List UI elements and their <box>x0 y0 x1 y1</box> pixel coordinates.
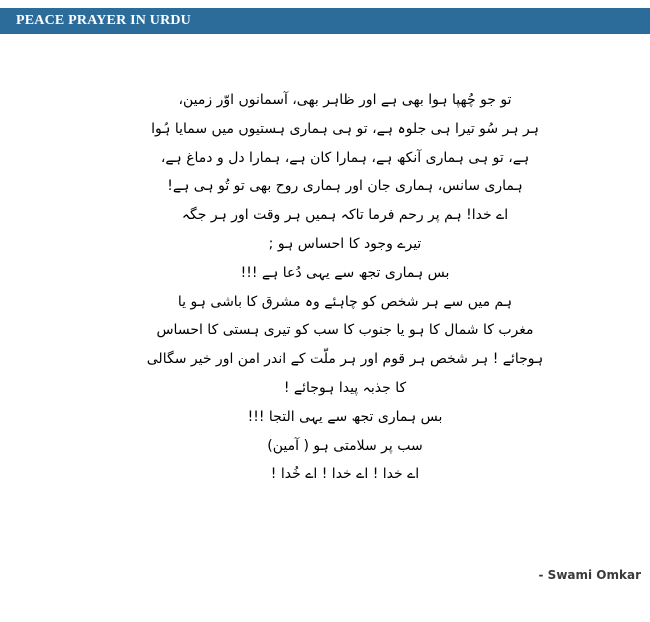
poem-line: اے خدا! ہم پر رحم فرما تاکہ ہمیں ہر وقت اور ہر جگہ <box>181 207 509 224</box>
poem-line: ہر ہر سُو تیرا ہی جلوہ ہے، تو ہی ہماری ہستیوں میں سمایا ہُوا <box>151 120 539 137</box>
poem-line: کا جذبہ پیدا ہوجائے ! <box>283 379 407 396</box>
poem-line: اے خدا ! اے خدا ! اے خُدا ! <box>270 466 420 483</box>
urdu-prayer-poem <box>50 86 640 489</box>
section-header-bar <box>0 8 650 34</box>
poem-line: بس ہماری تجھ سے یہی دُعا ہے !!! <box>240 264 450 281</box>
poem-line: ہم میں سے ہر شخص کو چاہئے وہ مشرق کا باشی ہو یا <box>177 293 513 310</box>
poem-line: ہماری سانس، ہماری جان اور ہماری روح بھی تو تُو ہی ہے! <box>167 178 523 195</box>
poem-line: بس ہماری تجھ سے یہی التجا !!! <box>247 408 443 425</box>
poem-line: مغرب کا شمال کا ہو یا جنوب کا سب کو تیری ہستی کا احساس <box>156 322 534 339</box>
section-title: PEACE PRAYER IN URDU <box>16 13 191 28</box>
author-attribution: - Swami Omkar <box>538 568 641 582</box>
poem-line: تو جو چُھپا ہوا بھی ہے اور ظاہر بھی، آسمانوں اوّر زمین، <box>178 92 512 108</box>
poem-line: ہے، تو ہی ہماری آنکھ ہے، ہمارا کان ہے، ہمارا دل و دماغ ہے، <box>160 149 530 166</box>
poem-line: ہوجائے ! ہر شخص ہر قوم اور ہر ملّت کے اندر امن اور خیر سگالی <box>146 351 544 368</box>
poem-line: سب پر سلامتی ہو ( آمین) <box>267 437 423 454</box>
poem-line: تیرے وجود کا احساس ہو ; <box>268 235 422 252</box>
